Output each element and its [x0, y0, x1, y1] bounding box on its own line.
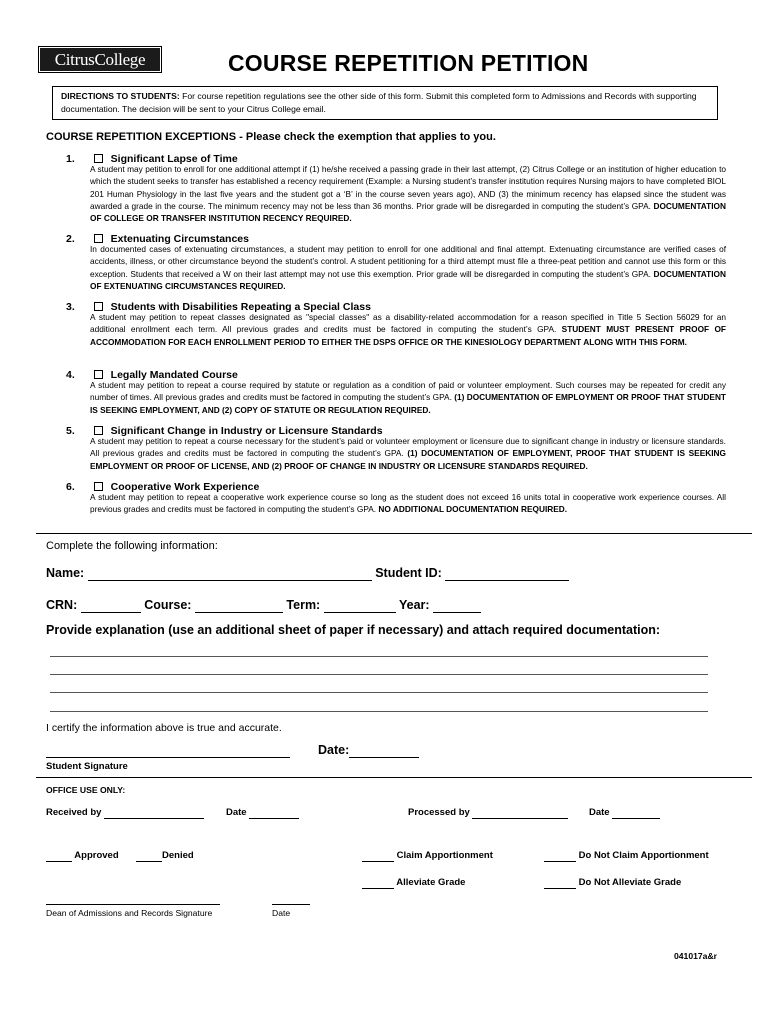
- exception-number: 6.: [66, 481, 75, 493]
- course-label: Course:: [144, 598, 192, 612]
- page-title: COURSE REPETITION PETITION: [228, 50, 589, 76]
- crn-label: CRN:: [46, 598, 78, 612]
- no-claim-row: [544, 850, 709, 862]
- no-claim-field[interactable]: [544, 850, 576, 862]
- explanation-line-4[interactable]: [50, 711, 708, 712]
- no-alleviate-label: Do Not Alleviate Grade: [578, 877, 682, 888]
- form-code: 041017a&r: [674, 951, 718, 961]
- exception-5-description: [90, 435, 726, 472]
- exception-number: 2.: [66, 233, 75, 245]
- exception-4-description: [90, 379, 726, 416]
- directions-text: For course repetition regulations see the other side of this form. Submit this completed form to Admissions and Records with supporting documentation. The decision will be sent to your Citrus College email.: [61, 91, 697, 114]
- processed-by-row: [408, 807, 568, 819]
- explanation-line-1[interactable]: [50, 656, 708, 657]
- exceptions-heading: COURSE REPETITION EXCEPTIONS - Please check the exemption that applies to you.: [46, 131, 496, 143]
- date-label: Date:: [318, 743, 350, 757]
- explanation-label: Provide explanation (use an additional sheet of paper if necessary) and attach required documentation:: [46, 623, 661, 637]
- processed-by-field[interactable]: [472, 807, 568, 819]
- no-alleviate-field[interactable]: [544, 877, 576, 889]
- citrus-college-logo: [38, 46, 162, 73]
- approved-label: Approved: [74, 850, 119, 861]
- date1-row: [226, 807, 299, 819]
- section-divider: [36, 533, 752, 534]
- no-claim-label: Do Not Claim Apportionment: [578, 850, 709, 861]
- dean-signature-line[interactable]: [46, 904, 220, 905]
- alleviate-row: [362, 877, 465, 889]
- exception-required: (1) DOCUMENTATION OF EMPLOYMENT, PROOF THAT STUDENT IS SEEKING EMPLOYMENT OR PROOF OF LICENSE, AND (2) PROOF OF CHANGE IN INDUSTRY OR LICENSURE STANDARDS REQUIRED.: [90, 448, 726, 471]
- student-id-label: Student ID:: [375, 566, 442, 580]
- exception-title: Students with Disabilities Repeating a Special Class: [110, 301, 371, 313]
- student-id-field[interactable]: [445, 566, 569, 581]
- exception-number: 5.: [66, 425, 75, 437]
- exception-text: A student may petition to enroll for one additional attempt if (1) he/she received a passing grade in their last attempt, (2) Citrus College or an institution of higher education to which the student seeks to transfer has established a recency requirement (Example: a Nursing student’s transfer institution requires Nursing majors to have completed BIOL 201 Human Physiology in the last five years and the student got a ‘B’ in the course seven years ago), AND (3) the minimum recency has elapsed since the student was awarded a grade in the course. The minimum recency may not be less than 36 months. Prior grade will be disregarded in computing the student’s GPA.: [90, 164, 726, 211]
- exception-5-checkbox[interactable]: [94, 426, 103, 435]
- course-row: [46, 598, 481, 613]
- year-field[interactable]: [433, 598, 481, 613]
- claim-field[interactable]: [362, 850, 394, 862]
- office-use-heading: OFFICE USE ONLY:: [46, 785, 126, 795]
- exception-1-checkbox[interactable]: [94, 154, 103, 163]
- date1-label: Date: [226, 807, 247, 818]
- exception-title: Extenuating Circumstances: [110, 233, 249, 245]
- year-label: Year:: [398, 598, 430, 612]
- crn-field[interactable]: [81, 598, 141, 613]
- exception-1-description: [90, 163, 726, 224]
- claim-row: [362, 850, 493, 862]
- approved-row: [46, 850, 119, 862]
- exception-required: (1) DOCUMENTATION OF EMPLOYMENT OR PROOF THAT STUDENT IS SEEKING EMPLOYMENT, AND (2) COPY OF STATUTE OR REGULATION REQUIRED.: [90, 392, 727, 415]
- date2-label: Date: [589, 807, 610, 818]
- name-field[interactable]: [88, 566, 372, 581]
- student-signature-label: Student Signature: [46, 761, 128, 772]
- exception-number: 4.: [66, 369, 75, 381]
- dean-signature-label: Dean of Admissions and Records Signature: [46, 908, 213, 918]
- exception-title: Significant Lapse of Time: [110, 153, 238, 165]
- denied-row: [136, 850, 194, 862]
- date2-field[interactable]: [612, 807, 660, 819]
- exception-text: A student may petition to repeat classes designated as "special classes" as a disability-related accommodation for a reason specified in Title 5 Section 56029 for an additional enrollment each term. All previous grades and credits must be factored in computing the student’s GPA.: [90, 312, 726, 335]
- exception-text: A student may petition to repeat a course required by statute or regulation as a condition of paid or volunteer employment. Such courses may be repeated for credit any number of times. All previous grades and credits must be factored in computing the student’s GPA.: [90, 380, 726, 403]
- logo-text: CitrusCollege: [40, 48, 160, 71]
- date2-row: [589, 807, 660, 819]
- date-field[interactable]: [349, 743, 419, 758]
- alleviate-label: Alleviate Grade: [396, 877, 466, 888]
- exception-4-checkbox[interactable]: [94, 370, 103, 379]
- student-signature-line[interactable]: [46, 757, 290, 758]
- exception-2-description: [90, 243, 726, 292]
- date-row: [318, 743, 419, 758]
- explanation-line-2[interactable]: [50, 674, 708, 675]
- term-field[interactable]: [324, 598, 396, 613]
- term-label: Term:: [286, 598, 321, 612]
- denied-label: Denied: [162, 850, 194, 861]
- directions-box: [52, 86, 718, 120]
- exception-text: A student may petition to repeat a course necessary for the student’s paid or volunteer employment or licensure due to significant change in industry or licensure standards. All previous grades and credits must be factored in computing the student’s GPA.: [90, 436, 726, 459]
- exception-required: DOCUMENTATION OF EXTENUATING CIRCUMSTANCES REQUIRED.: [90, 268, 726, 291]
- exception-number: 1.: [66, 153, 75, 165]
- exception-title: Cooperative Work Experience: [110, 481, 260, 493]
- exception-required: NO ADDITIONAL DOCUMENTATION REQUIRED.: [378, 504, 568, 515]
- course-field[interactable]: [195, 598, 283, 613]
- exception-required: STUDENT MUST PRESENT PROOF OF ACCOMMODATION FOR EACH ENROLLMENT PERIOD TO EITHER THE DSPS OFFICE OR THE KINESIOLOGY DEPARTMENT ALONG WITH THIS FORM.: [90, 324, 726, 347]
- certify-statement: I certify the information above is true and accurate.: [46, 722, 282, 734]
- denied-field[interactable]: [136, 850, 162, 862]
- dean-date-label: Date: [272, 908, 291, 918]
- directions-label: DIRECTIONS TO STUDENTS:: [61, 91, 180, 101]
- exception-2-checkbox[interactable]: [94, 234, 103, 243]
- name-label: Name:: [46, 566, 85, 580]
- name-row: [46, 566, 569, 581]
- exception-text: A student may petition to repeat a cooperative work experience course so long as the student does not exceed 16 units total in cooperative work experience courses. All previous grades and credits must be factored in computing the student’s GPA.: [90, 492, 726, 515]
- exception-6-description: [90, 491, 726, 516]
- claim-label: Claim Apportionment: [396, 850, 493, 861]
- exception-title: Significant Change in Industry or Licensure Standards: [110, 425, 383, 437]
- exception-6-checkbox[interactable]: [94, 482, 103, 491]
- alleviate-field[interactable]: [362, 877, 394, 889]
- exception-3-checkbox[interactable]: [94, 302, 103, 311]
- exception-number: 3.: [66, 301, 75, 313]
- office-divider: [36, 777, 752, 778]
- processed-by-label: Processed by: [408, 807, 470, 818]
- explanation-line-3[interactable]: [50, 692, 708, 693]
- received-by-row: [46, 807, 204, 819]
- exception-title: Legally Mandated Course: [110, 369, 238, 381]
- exception-3-description: [90, 311, 726, 348]
- exception-required: DOCUMENTATION OF COLLEGE OR TRANSFER INSTITUTION RECENCY REQUIRED.: [90, 200, 726, 224]
- approved-field[interactable]: [46, 850, 72, 862]
- complete-info-heading: Complete the following information:: [46, 540, 218, 552]
- received-by-field[interactable]: [104, 807, 204, 819]
- dean-date-line[interactable]: [272, 904, 310, 905]
- date1-field[interactable]: [249, 807, 299, 819]
- exception-text: In documented cases of extenuating circumstances, a student may petition to enroll for one additional and final attempt. Extenuating circumstance are verified cases of accidents, illness, or other circumstance beyond the student’s control. A student petitioning for a third attempt must file a three-peat petition and cannot use this form or this exception. Students that received a W on their last attempt may not use this exemption. Prior grade will be disregarded in computing the student’s GPA.: [90, 244, 726, 279]
- no-alleviate-row: [544, 877, 681, 889]
- received-by-label: Received by: [46, 807, 102, 818]
